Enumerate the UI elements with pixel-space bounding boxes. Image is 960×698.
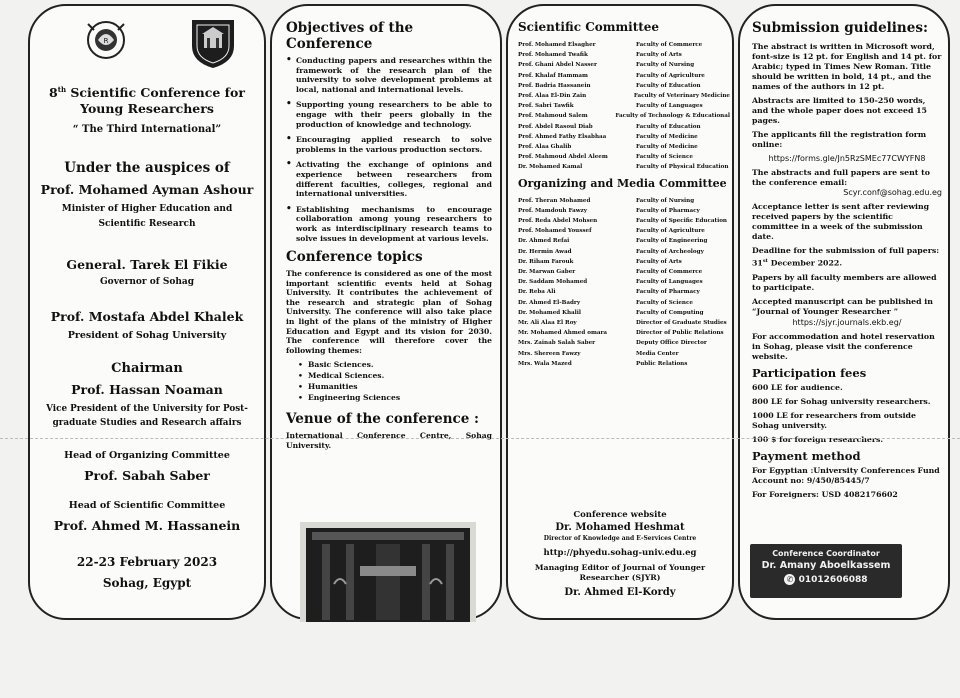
- themes-list: [298, 359, 492, 403]
- panel-cover: [28, 4, 266, 620]
- theme-item: • Engineering Sciences: [298, 392, 492, 403]
- committee-row: [518, 277, 730, 287]
- committee-row: [518, 50, 730, 60]
- member-faculty: Faculty of Specific Education: [636, 218, 727, 225]
- guideline-journal: Accepted manuscript can be published in “Journal of Younger Researcher ”: [752, 296, 933, 316]
- member-faculty: Faculty of Nursing: [636, 197, 695, 204]
- committee-row: [518, 206, 730, 216]
- committee-row: [518, 122, 730, 132]
- fold-line: [0, 438, 960, 439]
- member-name: Prof. Mahmoud Abdel Aleem: [518, 154, 608, 161]
- member-faculty: Faculty of Science: [636, 154, 693, 161]
- fee-outside: 1000 LE for researchers from outside Sohag university.: [752, 410, 916, 430]
- conference-dates: 22-23 February 2023: [76, 555, 218, 569]
- member-faculty: Faculty of Agriculture: [636, 228, 705, 235]
- member-name: Prof. Ghani Abdel Nasser: [518, 62, 597, 69]
- member-name: Prof. Theran Mohamed: [518, 197, 591, 204]
- sci-committee-list: [518, 40, 730, 173]
- deadline-sup: st: [762, 258, 768, 264]
- member-name: Mrs. Zainab Salah Saber: [518, 340, 596, 347]
- member-name: Mrs. Shereen Fawzy: [518, 350, 581, 357]
- member-faculty: Faculty of Commerce: [636, 42, 703, 48]
- member-name: Prof. Mahmoud Salem: [518, 113, 588, 120]
- phone-icon: ✆: [784, 574, 795, 585]
- president-name: Prof. Mostafa Abdel Khalek: [50, 309, 244, 324]
- member-faculty: Faculty of Education: [636, 123, 701, 130]
- member-faculty: Faculty of Arts: [636, 52, 682, 59]
- conf-ordinal-sup: th: [57, 85, 67, 94]
- committee-row: [518, 236, 730, 246]
- member-name: Prof. Badria Hassanein: [518, 82, 591, 89]
- member-name: Dr. Reba Ali: [518, 289, 556, 296]
- committee-row: [518, 196, 730, 206]
- member-faculty: Faculty of Education: [636, 82, 701, 89]
- member-faculty: Faculty of Medicine: [636, 144, 698, 151]
- panel-objectives: [270, 4, 502, 620]
- committee-row: [518, 216, 730, 226]
- member-faculty: Faculty of Arts: [636, 258, 682, 265]
- member-faculty: Faculty of Engineering: [636, 238, 708, 245]
- member-name: Dr. Ahmed El-Badry: [518, 299, 581, 306]
- registration-form-link[interactable]: https://forms.gle/Jn5RzSMEc77CWYFN8: [768, 154, 926, 163]
- committee-row: [518, 81, 730, 91]
- member-name: Dr. Saddam Mohamed: [518, 279, 588, 286]
- deadline: [752, 246, 942, 269]
- conference-email[interactable]: Scyr.conf@sohag.edu.eg: [843, 188, 942, 197]
- committee-row: [518, 162, 730, 172]
- deadline-end: December 2022.: [767, 258, 843, 268]
- member-name: Prof. Sabri Tawfik: [518, 103, 574, 110]
- member-name: Dr. Riham Farouk: [518, 258, 574, 265]
- member-name: Prof. Alaa Ghalib: [518, 144, 572, 151]
- committee-row: [518, 111, 730, 121]
- conference-centre-photo: [300, 522, 476, 622]
- member-faculty: Faculty of Technology & Educational: [615, 113, 730, 120]
- member-faculty: Faculty of Veterinary Medicine: [633, 93, 730, 100]
- editor-label: Managing Editor of Journal of Younger Researcher (SJYR): [534, 563, 706, 582]
- committee-row: [518, 60, 730, 70]
- svg-text:R: R: [103, 37, 109, 45]
- theme-item: • Medical Sciences.: [298, 370, 492, 381]
- committee-row: [518, 349, 730, 359]
- member-name: Prof. Mohamed Twafik: [518, 52, 588, 59]
- conf-subtitle: “ The Third International”: [72, 124, 222, 135]
- topics-title: Conference topics: [286, 249, 423, 266]
- website-label: Conference website: [573, 510, 667, 520]
- guideline-length: Abstracts are limited to 150-250 words, and the whole paper does not exceed 15 pages.: [752, 96, 927, 125]
- logos: [66, 14, 236, 76]
- committee-row: [518, 328, 730, 338]
- committee-row: [518, 142, 730, 152]
- auspices-label: Under the auspices of: [64, 160, 230, 176]
- guideline-acceptance: Acceptance letter is sent after reviewing received papers by the scientific committee in a week of the submission date.: [752, 202, 930, 241]
- fees-title: Participation fees: [752, 365, 867, 380]
- fee-audience: 600 LE for audience.: [752, 382, 843, 392]
- patron-role-line2: Scientific Research: [98, 219, 196, 229]
- committee-row: [518, 257, 730, 267]
- member-faculty: Faculty of Agriculture: [636, 72, 705, 79]
- member-name: Prof. Abdel Rasoul Diab: [518, 123, 593, 130]
- committee-row: [518, 40, 730, 50]
- member-faculty: Faculty of Pharmacy: [636, 207, 700, 214]
- objectives-title: Objectives of the Conference: [286, 20, 414, 52]
- member-faculty: Faculty of Nursing: [636, 62, 695, 69]
- objective-item: • Conducting papers and researches within the framework of the research plan of the university to solve development problems at local, national and international levels.: [286, 56, 492, 94]
- member-faculty: Faculty of Physical Education: [636, 164, 729, 171]
- editor-name: Dr. Ahmed El-Kordy: [564, 587, 676, 598]
- conf-title-line1: Scientific Conference for: [70, 85, 245, 101]
- org-head-name: Prof. Sabah Saber: [84, 468, 210, 483]
- website-block: [512, 510, 728, 603]
- objective-item: • Supporting young researchers to be able to engage with their peers globally in the production of knowledge and technology.: [286, 100, 492, 129]
- committee-row: [518, 71, 730, 81]
- committee-row: [518, 152, 730, 162]
- guideline-email: The abstracts and full papers are sent to the conference email:: [752, 168, 930, 187]
- patron-name: Prof. Mohamed Ayman Ashour: [40, 182, 254, 197]
- theme-item: • Basic Sciences.: [298, 359, 492, 370]
- guideline-format: The abstract is written in Microsoft word, font-size is 12 pt. for English and 14 pt. for Arabic; typed in Times New Roman. Title should be written in bold, 14 pt., and the names of the authors in 12 pt.: [752, 42, 942, 91]
- venue-text: International Conference Centre, Sohag University.: [286, 431, 492, 451]
- chairman-role-line1: Vice President of the University for Post-: [46, 404, 248, 414]
- member-name: Prof. Mohamed Elsagher: [518, 42, 596, 48]
- member-faculty: Director of Graduate Studies: [636, 320, 727, 327]
- theme-item: • Humanities: [298, 381, 492, 392]
- member-faculty: Faculty of Medicine: [636, 133, 698, 140]
- committee-row: [518, 298, 730, 308]
- committee-row: [518, 226, 730, 236]
- member-faculty: Faculty of Computing: [636, 309, 704, 316]
- panel-submission: [738, 4, 950, 620]
- committee-row: [518, 101, 730, 111]
- fee-sohag: 800 LE for Sohag university researchers.: [752, 396, 931, 406]
- president-role: President of Sohag University: [67, 330, 227, 341]
- payment-egyptian: For Egyptian :University Conferences Fund Account no: 9/450/85445/7: [752, 465, 940, 485]
- member-name: Dr. Ahmed Refai: [518, 238, 570, 245]
- org-committee-list: [518, 196, 730, 369]
- member-name: Dr. Mohamed Kamal: [518, 164, 583, 171]
- org-head-label: Head of Organizing Committee: [64, 450, 230, 461]
- objectives-list: [286, 56, 492, 243]
- chairman-name: Prof. Hassan Noaman: [71, 382, 223, 397]
- fee-foreign: 100 $ for foreign researchers.: [752, 434, 884, 444]
- coordinator-label: Conference Coordinator: [772, 549, 880, 558]
- coordinator-box: [750, 544, 902, 598]
- conference-title: [34, 82, 260, 117]
- member-name: Prof. Ahmed Fathy Elsabhaa: [518, 133, 607, 140]
- coordinator-phone-row: [750, 573, 902, 587]
- member-faculty: Media Center: [636, 350, 679, 357]
- governor-name: General. Tarek El Fikie: [66, 257, 228, 272]
- member-faculty: Director of Public Relations: [636, 330, 724, 337]
- member-faculty: Faculty of Commerce: [636, 269, 703, 276]
- member-name: Prof. Mamdouh Fawzy: [518, 207, 587, 214]
- conf-ordinal: 8: [49, 85, 58, 101]
- deadline-text: Deadline for the submission of full papers: 31: [752, 246, 940, 268]
- conf-title-line2: Young Researchers: [80, 101, 214, 117]
- coordinator-phone[interactable]: 01012606088: [798, 575, 868, 585]
- website-url[interactable]: http://phyedu.sohag-univ.edu.eg: [543, 548, 697, 558]
- committee-row: [518, 132, 730, 142]
- submission-title: Submission guidelines:: [752, 20, 928, 36]
- coordinator-name: Dr. Amany Aboelkassem: [761, 560, 891, 571]
- committee-row: [518, 287, 730, 297]
- topics-text: The conference is considered as one of the most important scientific events held at Sohag University. It contributes the achievement of the research and strategic plan of Sohag University. The conference will also take place in light of the plans of the ministry of Higher Education and Egypt and its vision for 2030. The conference will therefore cover the following themes:: [286, 269, 492, 355]
- guideline-faculty: Papers by all faculty members are allowed to participate.: [752, 272, 937, 292]
- member-name: Mrs. Wala Mazed: [518, 360, 572, 367]
- objective-item: • Establishing mechanisms to encourage collaboration among young researchers to work as interdisciplinary research teams to solve issues in development at various levels.: [286, 205, 492, 243]
- member-faculty: Faculty of Languages: [636, 279, 703, 286]
- member-faculty: Faculty of Science: [636, 299, 693, 306]
- committee-row: [518, 308, 730, 318]
- member-name: Mr. Ali Alaa El Roy: [518, 320, 577, 327]
- sci-committee-title: Scientific Committee: [518, 20, 660, 34]
- website-person: Dr. Mohamed Heshmat: [555, 522, 685, 533]
- member-faculty: Faculty of Archeology: [636, 248, 704, 255]
- website-person-role: Director of Knowledge and E-Services Centre: [543, 535, 697, 542]
- member-name: Mr. Mohamed Ahmed omara: [518, 330, 608, 337]
- member-name: Prof. Alaa El-Din Zain: [518, 93, 587, 100]
- payment-title: Payment method: [752, 448, 861, 463]
- chairman-role-line2: graduate Studies and Research affairs: [52, 418, 242, 428]
- journal-link[interactable]: https://sjyr.journals.ekb.eg/: [792, 317, 902, 327]
- org-committee-title: Organizing and Media Committee: [518, 176, 727, 190]
- patron-role-line1: Minister of Higher Education and: [61, 204, 233, 214]
- conference-logo: [78, 16, 134, 70]
- member-name: Prof. Reda Abdel Mohsen: [518, 218, 598, 225]
- sci-head-label: Head of Scientific Committee: [68, 500, 226, 511]
- member-name: Dr. Mohamed Khalil: [518, 309, 582, 316]
- objective-item: • Encouraging applied research to solve problems in the various production sectors.: [286, 135, 492, 154]
- member-name: Dr. Marwan Gaber: [518, 269, 576, 276]
- governor-role: Governor of Sohag: [100, 277, 194, 287]
- committee-row: [518, 91, 730, 101]
- committee-row: [518, 267, 730, 277]
- committee-row: [518, 318, 730, 328]
- committee-row: [518, 338, 730, 348]
- payment-foreign: For Foreigners: USD 4082176602: [752, 489, 898, 499]
- committee-row: [518, 359, 730, 369]
- objective-item: • Activating the exchange of opinions and experience between researchers from different faculties, colleges, regional and international universities.: [286, 160, 492, 198]
- conference-place: Sohag, Egypt: [102, 576, 192, 590]
- panel-committees: [506, 4, 734, 620]
- committee-row: [518, 247, 730, 257]
- member-faculty: Faculty of Languages: [636, 103, 703, 110]
- venue-title: Venue of the conference :: [286, 411, 480, 428]
- member-faculty: Public Relations: [636, 360, 688, 367]
- university-seal: [188, 16, 238, 70]
- guideline-accommodation: For accommodation and hotel reservation in Sohag, please visit the conference website.: [752, 331, 935, 361]
- member-name: Prof. Khalaf Hammam: [518, 72, 588, 79]
- member-faculty: Faculty of Pharmacy: [636, 289, 700, 296]
- sci-head-name: Prof. Ahmed M. Hassanein: [53, 518, 241, 533]
- member-name: Prof. Mohamed Youssef: [518, 228, 592, 235]
- member-faculty: Deputy Office Director: [636, 340, 707, 347]
- guideline-registration: The applicants fill the registration form online:: [752, 130, 927, 149]
- chairman-label: Chairman: [111, 361, 183, 376]
- member-name: Dr. Hermin Awad: [518, 248, 572, 255]
